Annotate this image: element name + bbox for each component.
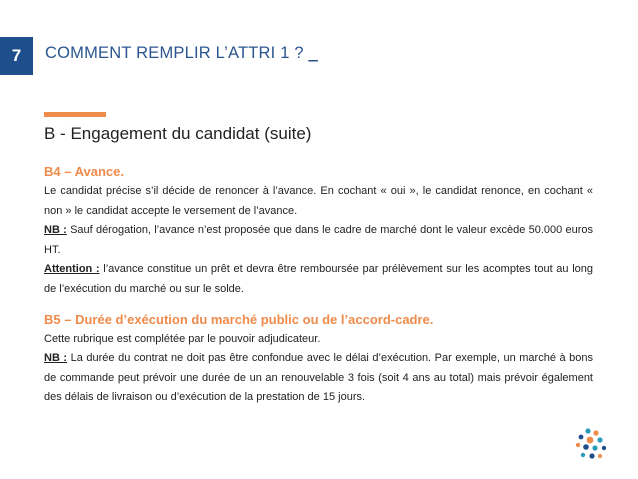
b5-paragraph: Cette rubrique est complétée par le pouvoir adjudicateur. <box>44 332 321 345</box>
page-title-text: COMMENT REMPLIR L’ATTRI 1 ? <box>45 44 304 62</box>
b4-attention-label: Attention : <box>44 263 100 276</box>
slide-number-badge <box>0 37 33 75</box>
section-gap <box>44 300 593 310</box>
slide-number: 7 <box>11 46 22 65</box>
b5-heading: B5 – Durée d’exécution du marché public ou de l’accord-cadre. <box>44 311 434 327</box>
page-title <box>45 44 318 63</box>
dots-cluster-logo-icon <box>574 426 610 462</box>
b4-nb-text: Sauf dérogation, l’avance n’est proposée que dans le cadre de marché dont le valeur excède 50.000 euros HT. <box>44 224 593 256</box>
b4-nb-label: NB : <box>44 224 67 237</box>
b5-nb <box>44 349 593 408</box>
b4-paragraph: Le candidat précise s’il décide de renoncer à l’avance. En cochant « oui », le candidat renonce, en cochant « non » le candidat accepte le versement de l’avance. <box>44 185 593 217</box>
b4-attention-text: l’avance constitue un prêt et devra être remboursée par prélèvement sur les acomptes tout au long de l’exécution du marché ou sur le solde. <box>44 263 593 295</box>
b4-attention <box>44 260 593 299</box>
content-body <box>44 162 593 408</box>
b4-nb <box>44 221 593 260</box>
title-cursor: _ <box>308 44 318 62</box>
b4-heading: B4 – Avance. <box>44 164 124 179</box>
section-title: B - Engagement du candidat (suite) <box>44 124 312 143</box>
b5-nb-label: NB : <box>44 352 68 365</box>
b5-nb-text: La durée du contrat ne doit pas être confondue avec le délai d’exécution. Par exemple, un marché à bons de commande peut prévoir une durée de un an renouvelable 3 fois (soit 4 ans au total) mais prévoir également des délais de livraison ou d’exécution de la prestation de 15 jours. <box>44 352 593 404</box>
accent-divider <box>44 112 106 117</box>
